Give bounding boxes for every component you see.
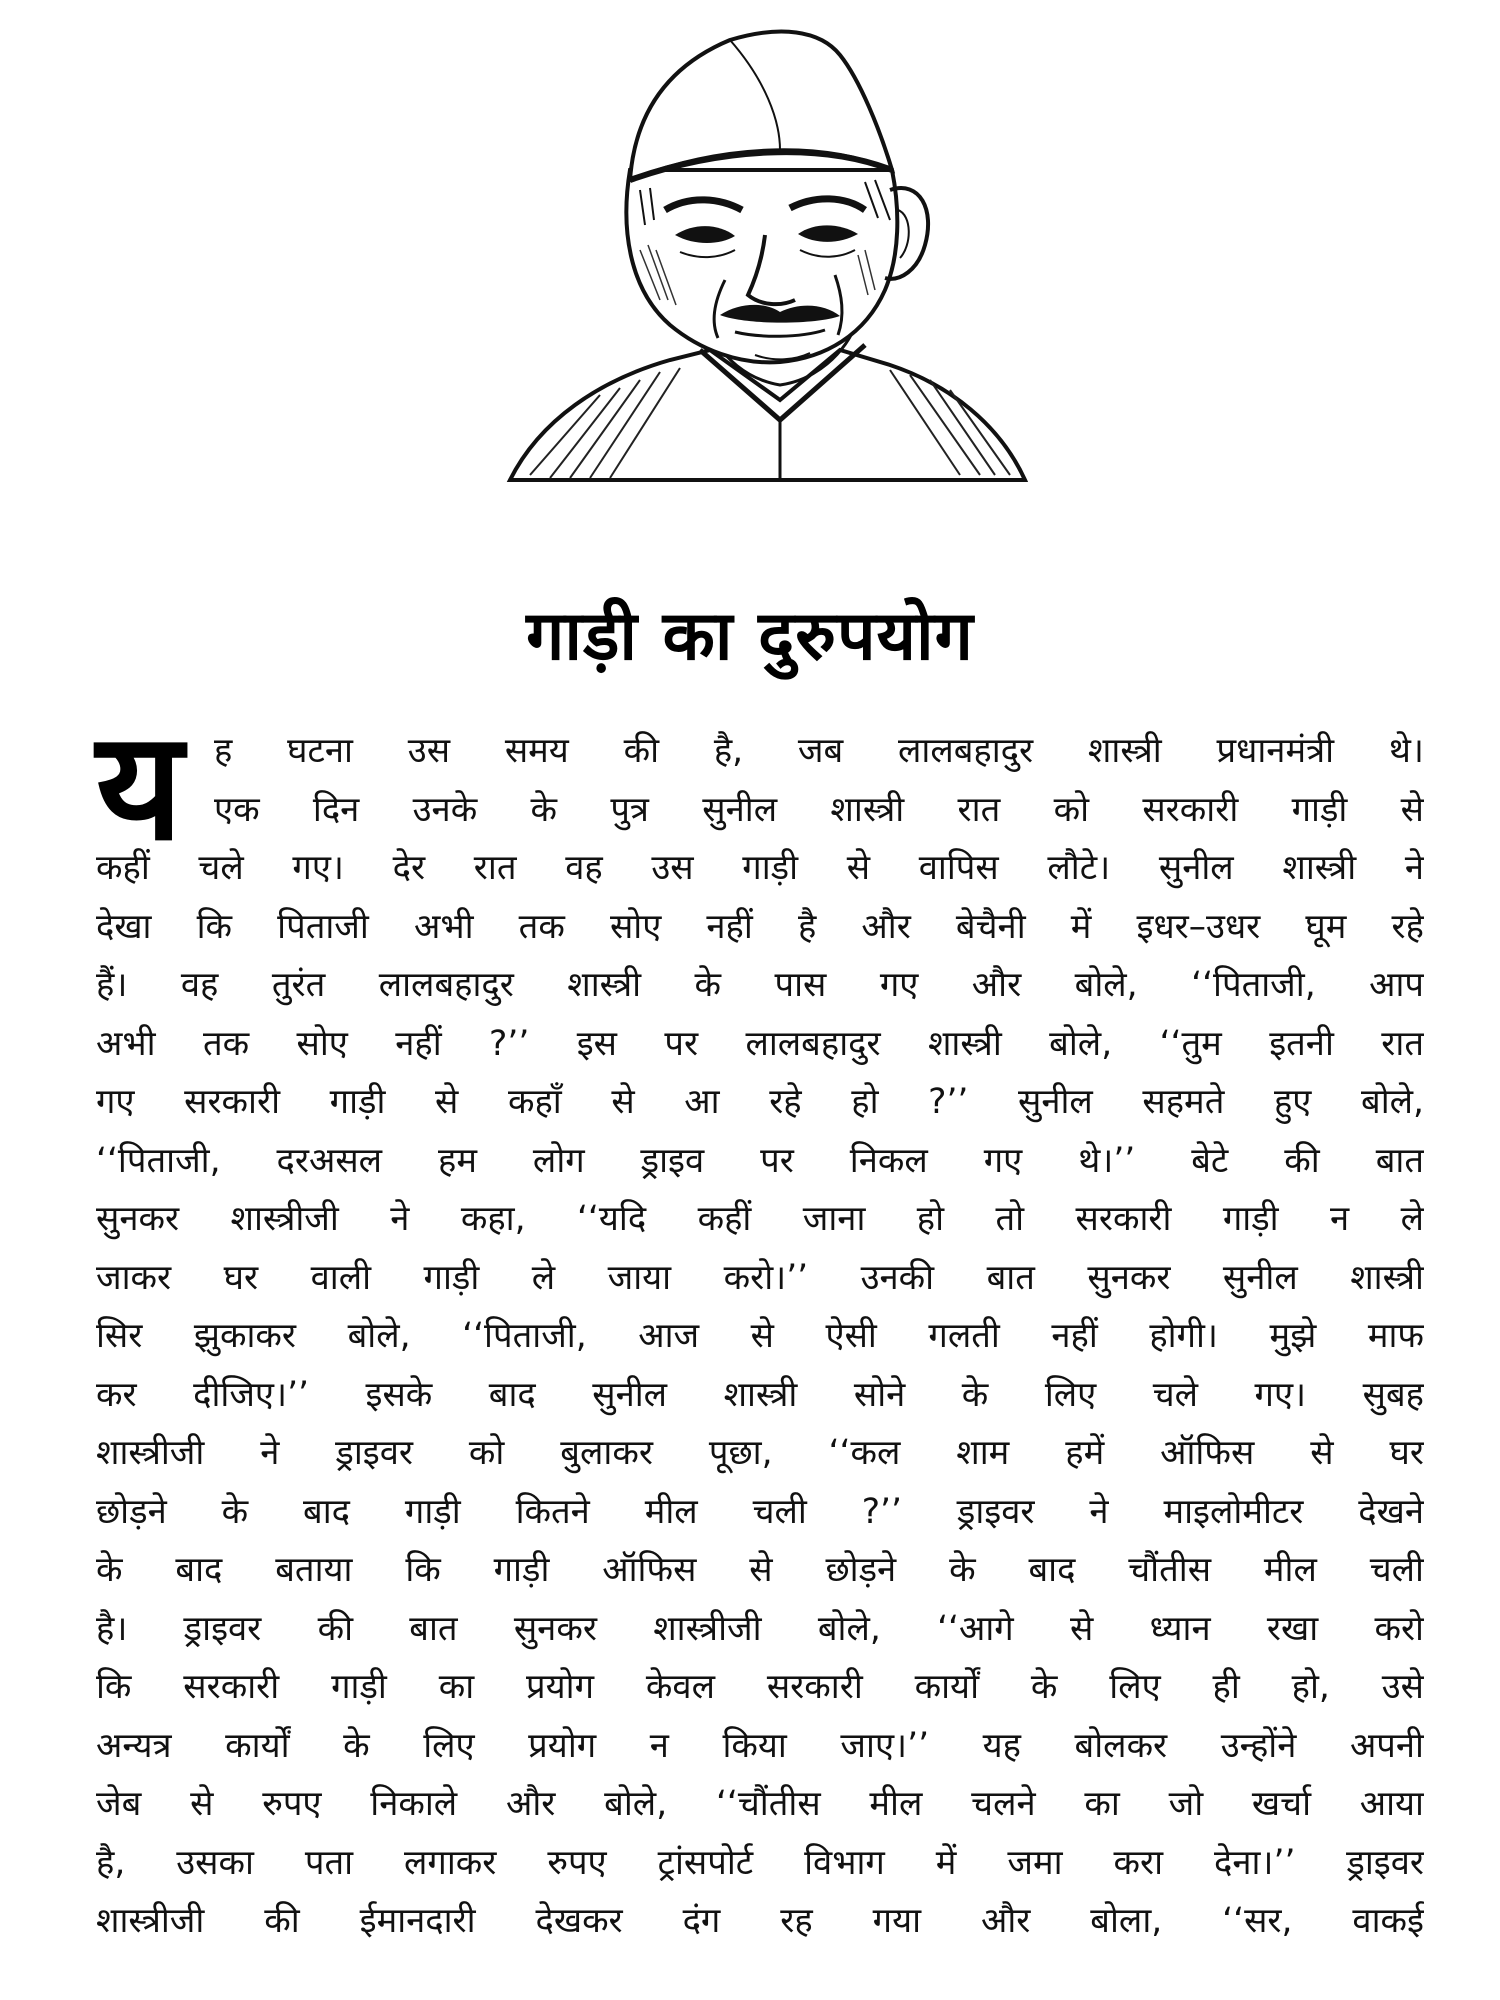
story-line: शास्त्रीजी ने ड्राइवर को बुलाकर पूछा, ‘‘कल शाम हमें ऑफिस से घर (96, 1433, 1424, 1473)
story-line: सिर झुकाकर बोले, ‘‘पिताजी, आज से ऐसी गलती नहीं होगी। मुझे माफ (96, 1316, 1424, 1356)
story-line: गए सरकारी गाड़ी से कहाँ से आ रहे हो ?’’ सुनील सहमते हुए बोले, (96, 1082, 1424, 1122)
portrait-sketch-icon (480, 20, 1040, 490)
story-line: के बाद बताया कि गाड़ी ऑफिस से छोड़ने के बाद चौंतीस मील चली (96, 1550, 1424, 1590)
story-line: है, उसका पता लगाकर रुपए ट्रांसपोर्ट विभाग में जमा करा देना।’’ ड्राइवर (96, 1842, 1424, 1883)
story-line: ‘‘पिताजी, दरअसल हम लोग ड्राइव पर निकल गए थे।’’ बेटे की बात (96, 1140, 1424, 1181)
story-body (96, 700, 1424, 1951)
story-line: है। ड्राइवर की बात सुनकर शास्त्रीजी बोले, ‘‘आगे से ध्यान रखा करो (96, 1608, 1424, 1649)
story-line: अन्यत्र कार्यों के लिए प्रयोग न किया जाए।’’ यह बोलकर उन्होंने अपनी (96, 1725, 1424, 1766)
story-line: हैं। वह तुरंत लालबहादुर शास्त्री के पास गए और बोले, ‘‘पिताजी, आप (96, 965, 1424, 1005)
story-line: जेब से रुपए निकाले और बोले, ‘‘चौंतीस मील चलने का जो खर्चा आया (96, 1784, 1424, 1824)
story-line: शास्त्रीजी की ईमानदारी देखकर दंग रह गया और बोला, ‘‘सर, वाकई (96, 1901, 1424, 1941)
story-line: देखा कि पिताजी अभी तक सोए नहीं है और बेचैनी में इधर–उधर घूम रहे (96, 906, 1424, 947)
story-line: अभी तक सोए नहीं ?’’ इस पर लालबहादुर शास्त्री बोले, ‘‘तुम इतनी रात (96, 1023, 1424, 1064)
drop-cap-letter: य (96, 700, 184, 874)
story-line: कहीं चले गए। देर रात वह उस गाड़ी से वापिस लौटे। सुनील शास्त्री ने (96, 848, 1424, 888)
story-line: कर दीजिए।’’ इसके बाद सुनील शास्त्री सोने के लिए चले गए। सुबह (96, 1374, 1424, 1415)
story-line: सुनकर शास्त्रीजी ने कहा, ‘‘यदि कहीं जाना हो तो सरकारी गाड़ी न ले (96, 1199, 1424, 1239)
story-title: गाड़ी का दुरुपयोग (526, 597, 974, 676)
story-line: कि सरकारी गाड़ी का प्रयोग केवल सरकारी कार्यों के लिए ही हो, उसे (96, 1667, 1424, 1707)
story-line: छोड़ने के बाद गाड़ी कितने मील चली ?’’ ड्राइवर ने माइलोमीटर देखने (96, 1491, 1424, 1532)
story-line: जाकर घर वाली गाड़ी ले जाया करो।’’ उनकी बात सुनकर सुनील शास्त्री (96, 1257, 1424, 1298)
portrait-illustration (480, 20, 1040, 490)
story-line: एक दिन उनके के पुत्र सुनील शास्त्री रात को सरकारी गाड़ी से (214, 789, 1424, 830)
story-line: ह घटना उस समय की है, जब लालबहादुर शास्त्री प्रधानमंत्री थे। (214, 731, 1424, 771)
